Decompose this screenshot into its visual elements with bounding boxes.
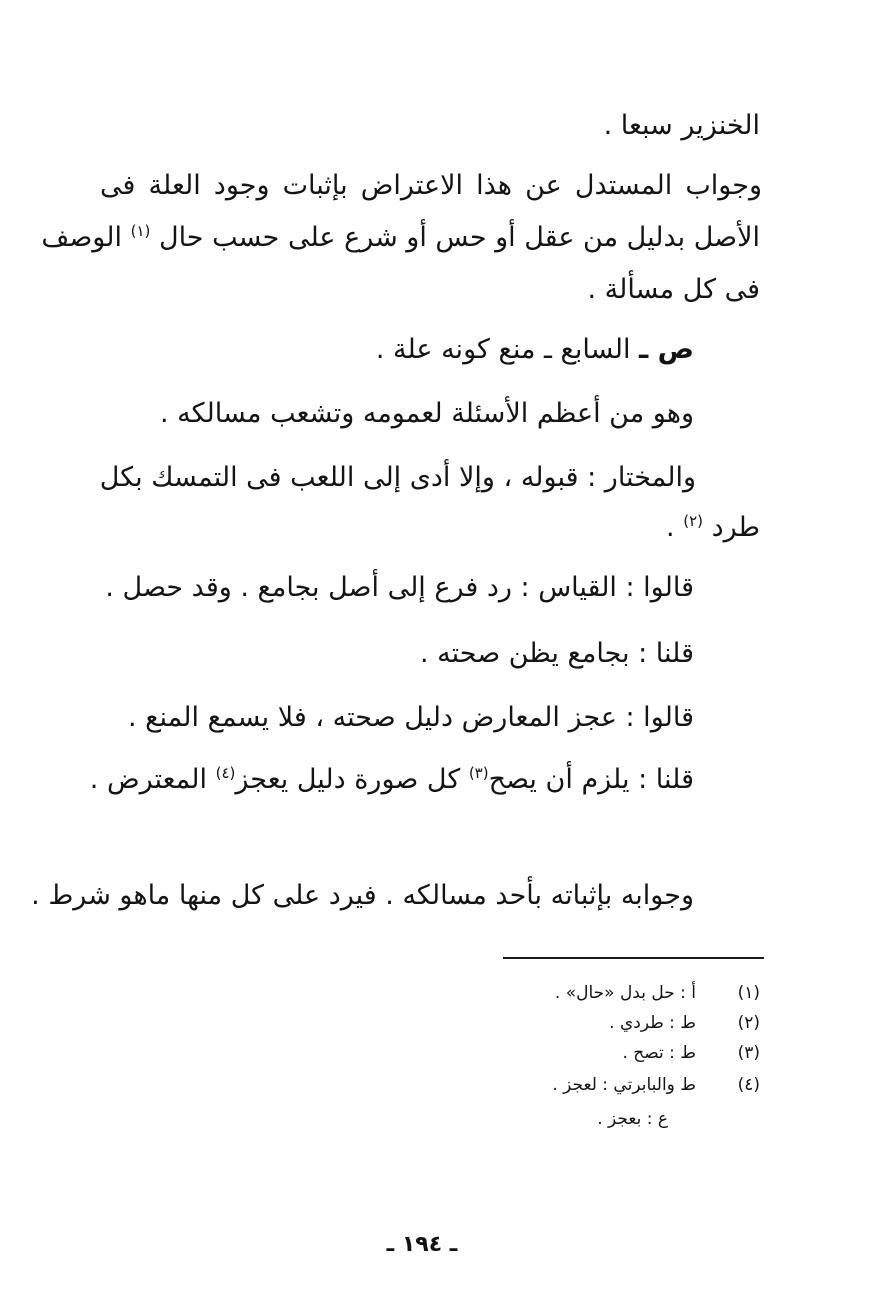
- line-text: الأصل بدليل من عقل أو حس أو شرع على حسب حال: [158, 222, 760, 253]
- line-text: .: [666, 512, 675, 543]
- footnote: [0, 1106, 878, 1132]
- text-line: [160, 394, 694, 434]
- line-text: طرد: [711, 512, 760, 543]
- footnote: [0, 980, 878, 1006]
- footnote-text: ط والبابرتي : لعجز .: [552, 1075, 696, 1095]
- line-text: قلنا : يلزم أن يصح: [488, 764, 694, 795]
- text-line: [90, 760, 694, 800]
- page-number: ـ ١٩٤ ـ: [386, 1232, 458, 1257]
- footnote-text: أ : حل بدل «حال» .: [554, 983, 696, 1003]
- footnote-number: (١): [737, 983, 760, 1003]
- line-text: والمختار : قبوله ، وإلا أدى إلى اللعب فى التمسك بكل: [99, 462, 696, 493]
- footnote-text: ط : تصح .: [622, 1043, 696, 1063]
- line-text: قلنا : بجامع يظن صحته .: [419, 638, 694, 669]
- text-line: [587, 270, 760, 310]
- line-text: الوصف: [41, 222, 122, 253]
- line-text: فى كل مسألة .: [587, 274, 760, 305]
- line-text: وجوابه بإثباته بأحد مسالكه . فيرد على كل منها ماهو شرط .: [31, 880, 694, 911]
- footnote-text: ط : طردي .: [609, 1013, 696, 1033]
- line-text: الخنزير سبعا .: [603, 110, 760, 141]
- line-text: وجواب المستدل عن هذا الاعتراض بإثبات وجود العلة فى: [100, 170, 762, 201]
- text-line: [100, 166, 762, 206]
- text-line: [420, 634, 694, 674]
- text-line: [41, 218, 760, 258]
- footnote-ref: (٤): [215, 764, 236, 782]
- footnote-number: (٣): [737, 1043, 760, 1063]
- footnote-ref: (١): [130, 222, 151, 240]
- footnote: [0, 1072, 878, 1098]
- text-line: [128, 698, 694, 738]
- footnote-divider: [503, 957, 764, 959]
- line-text: قالوا : القياس : رد فرع إلى أصل بجامع . وقد حصل .: [105, 572, 694, 603]
- text-line: [100, 458, 696, 498]
- footnote-text: ع : بعجز .: [597, 1109, 668, 1129]
- footnote-number: (٤): [737, 1075, 760, 1095]
- text-line: [666, 508, 760, 548]
- line-text: كل صورة دليل يعجز: [235, 764, 461, 795]
- footnote-ref: (٢): [683, 512, 703, 530]
- text-line: [105, 568, 694, 608]
- line-text: وهو من أعظم الأسئلة لعمومه وتشعب مسالكه .: [159, 398, 694, 429]
- line-text: قالوا : عجز المعارض دليل صحته ، فلا يسمع المنع .: [127, 702, 694, 733]
- line-text: المعترض .: [89, 764, 208, 795]
- footnote-ref: (٣): [468, 764, 489, 782]
- footnote: [0, 1010, 878, 1036]
- text-line: [604, 106, 760, 146]
- section-marker: ص ـ: [639, 334, 694, 365]
- line-text: السابع ـ منع كونه علة .: [375, 334, 631, 365]
- footnote: [0, 1040, 878, 1066]
- text-line: [376, 330, 694, 370]
- footnote-number: (٢): [737, 1013, 760, 1033]
- text-line: [31, 876, 694, 916]
